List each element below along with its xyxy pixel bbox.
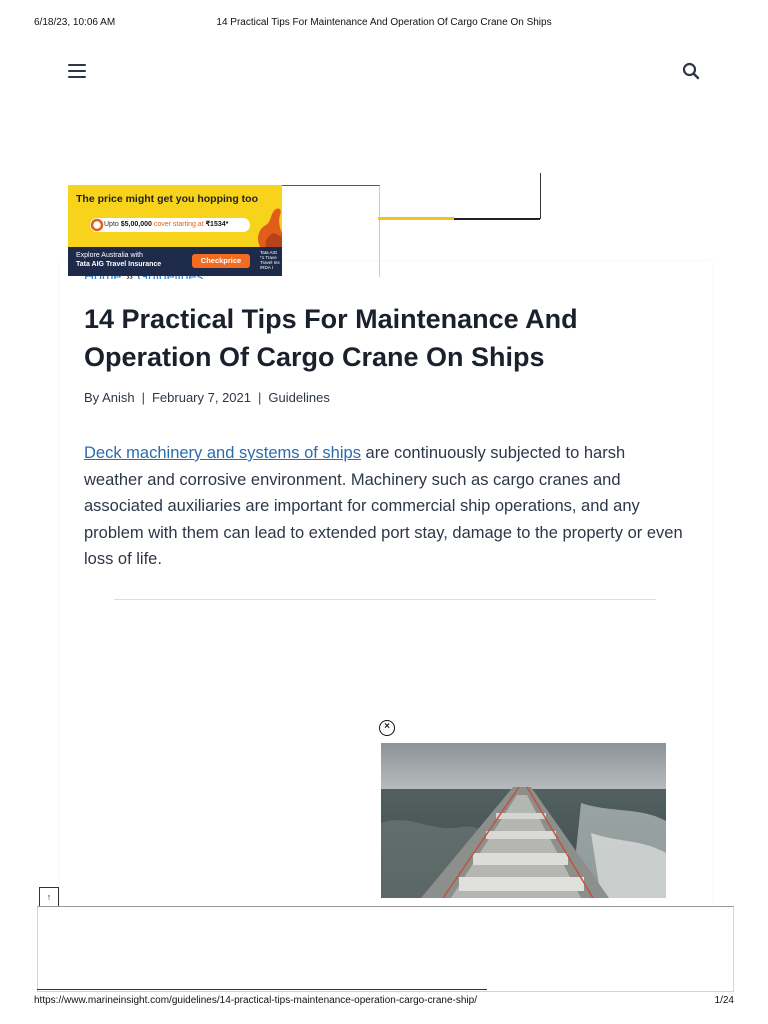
deck-machinery-link[interactable]: Deck machinery and systems of ships — [84, 444, 361, 462]
kangaroo-graphic-icon — [246, 203, 282, 247]
search-icon[interactable] — [682, 62, 700, 80]
site-header — [68, 58, 704, 86]
ad-progress-fill — [378, 217, 454, 220]
ad-explore-text: Explore Australia with Tata AIG Travel Insurance — [76, 252, 162, 268]
print-page-number: 1/24 — [714, 995, 734, 1006]
print-datetime: 6/18/23, 10:06 AM — [34, 17, 116, 28]
arrow-up-icon: ↑ — [46, 892, 52, 902]
ad-headline: The price might get you hopping too — [76, 193, 258, 205]
bottom-ad-progress — [37, 989, 487, 990]
article-meta: By Anish | February 7, 2021 | Guidelines — [84, 390, 330, 405]
ad-progress-frame — [378, 173, 541, 219]
print-header — [0, 17, 768, 31]
hamburger-menu-icon[interactable] — [68, 64, 86, 78]
close-icon[interactable]: × — [379, 720, 395, 736]
travel-insurance-ad[interactable] — [68, 185, 282, 276]
bottom-ad-slot[interactable] — [37, 906, 734, 992]
article-category-link[interactable]: Guidelines — [268, 390, 330, 405]
ad-fineprint: Tata AIG *1 Trave Travel Ins IRDA I — [260, 250, 280, 270]
print-page-title: 14 Practical Tips For Maintenance And Operation Of Cargo Crane On Ships — [216, 17, 552, 28]
print-url: https://www.marineinsight.com/guidelines/14-practical-tips-maintenance-operation-cargo-crane-ship/ — [34, 995, 477, 1006]
article-author[interactable]: By Anish — [84, 390, 135, 405]
article-intro-text: are continuously subjected to harsh weather and corrosive environment. Machinery such as cargo cranes and associated auxiliaries are important for commercial ship operations, and any problem with them can lead to extended port stay, damage to the property or even loss of life. — [84, 444, 683, 568]
ad-footer — [68, 247, 282, 276]
ad-frame — [282, 185, 380, 277]
print-footer — [0, 995, 768, 1009]
ship-at-sea-image — [381, 743, 666, 898]
ring-icon — [90, 218, 104, 232]
scroll-to-top-button[interactable] — [39, 887, 59, 907]
section-divider — [114, 599, 656, 600]
ad-offer-pill: Upto $5,00,000 cover starting at ₹1534* — [90, 218, 250, 232]
article-intro — [84, 440, 688, 573]
video-player-thumbnail[interactable] — [381, 743, 666, 898]
article-date: February 7, 2021 — [151, 390, 251, 405]
article-title: 14 Practical Tips For Maintenance And Operation Of Cargo Crane On Ships — [84, 304, 578, 372]
ad-checkprice-button[interactable]: Checkprice — [192, 254, 250, 268]
